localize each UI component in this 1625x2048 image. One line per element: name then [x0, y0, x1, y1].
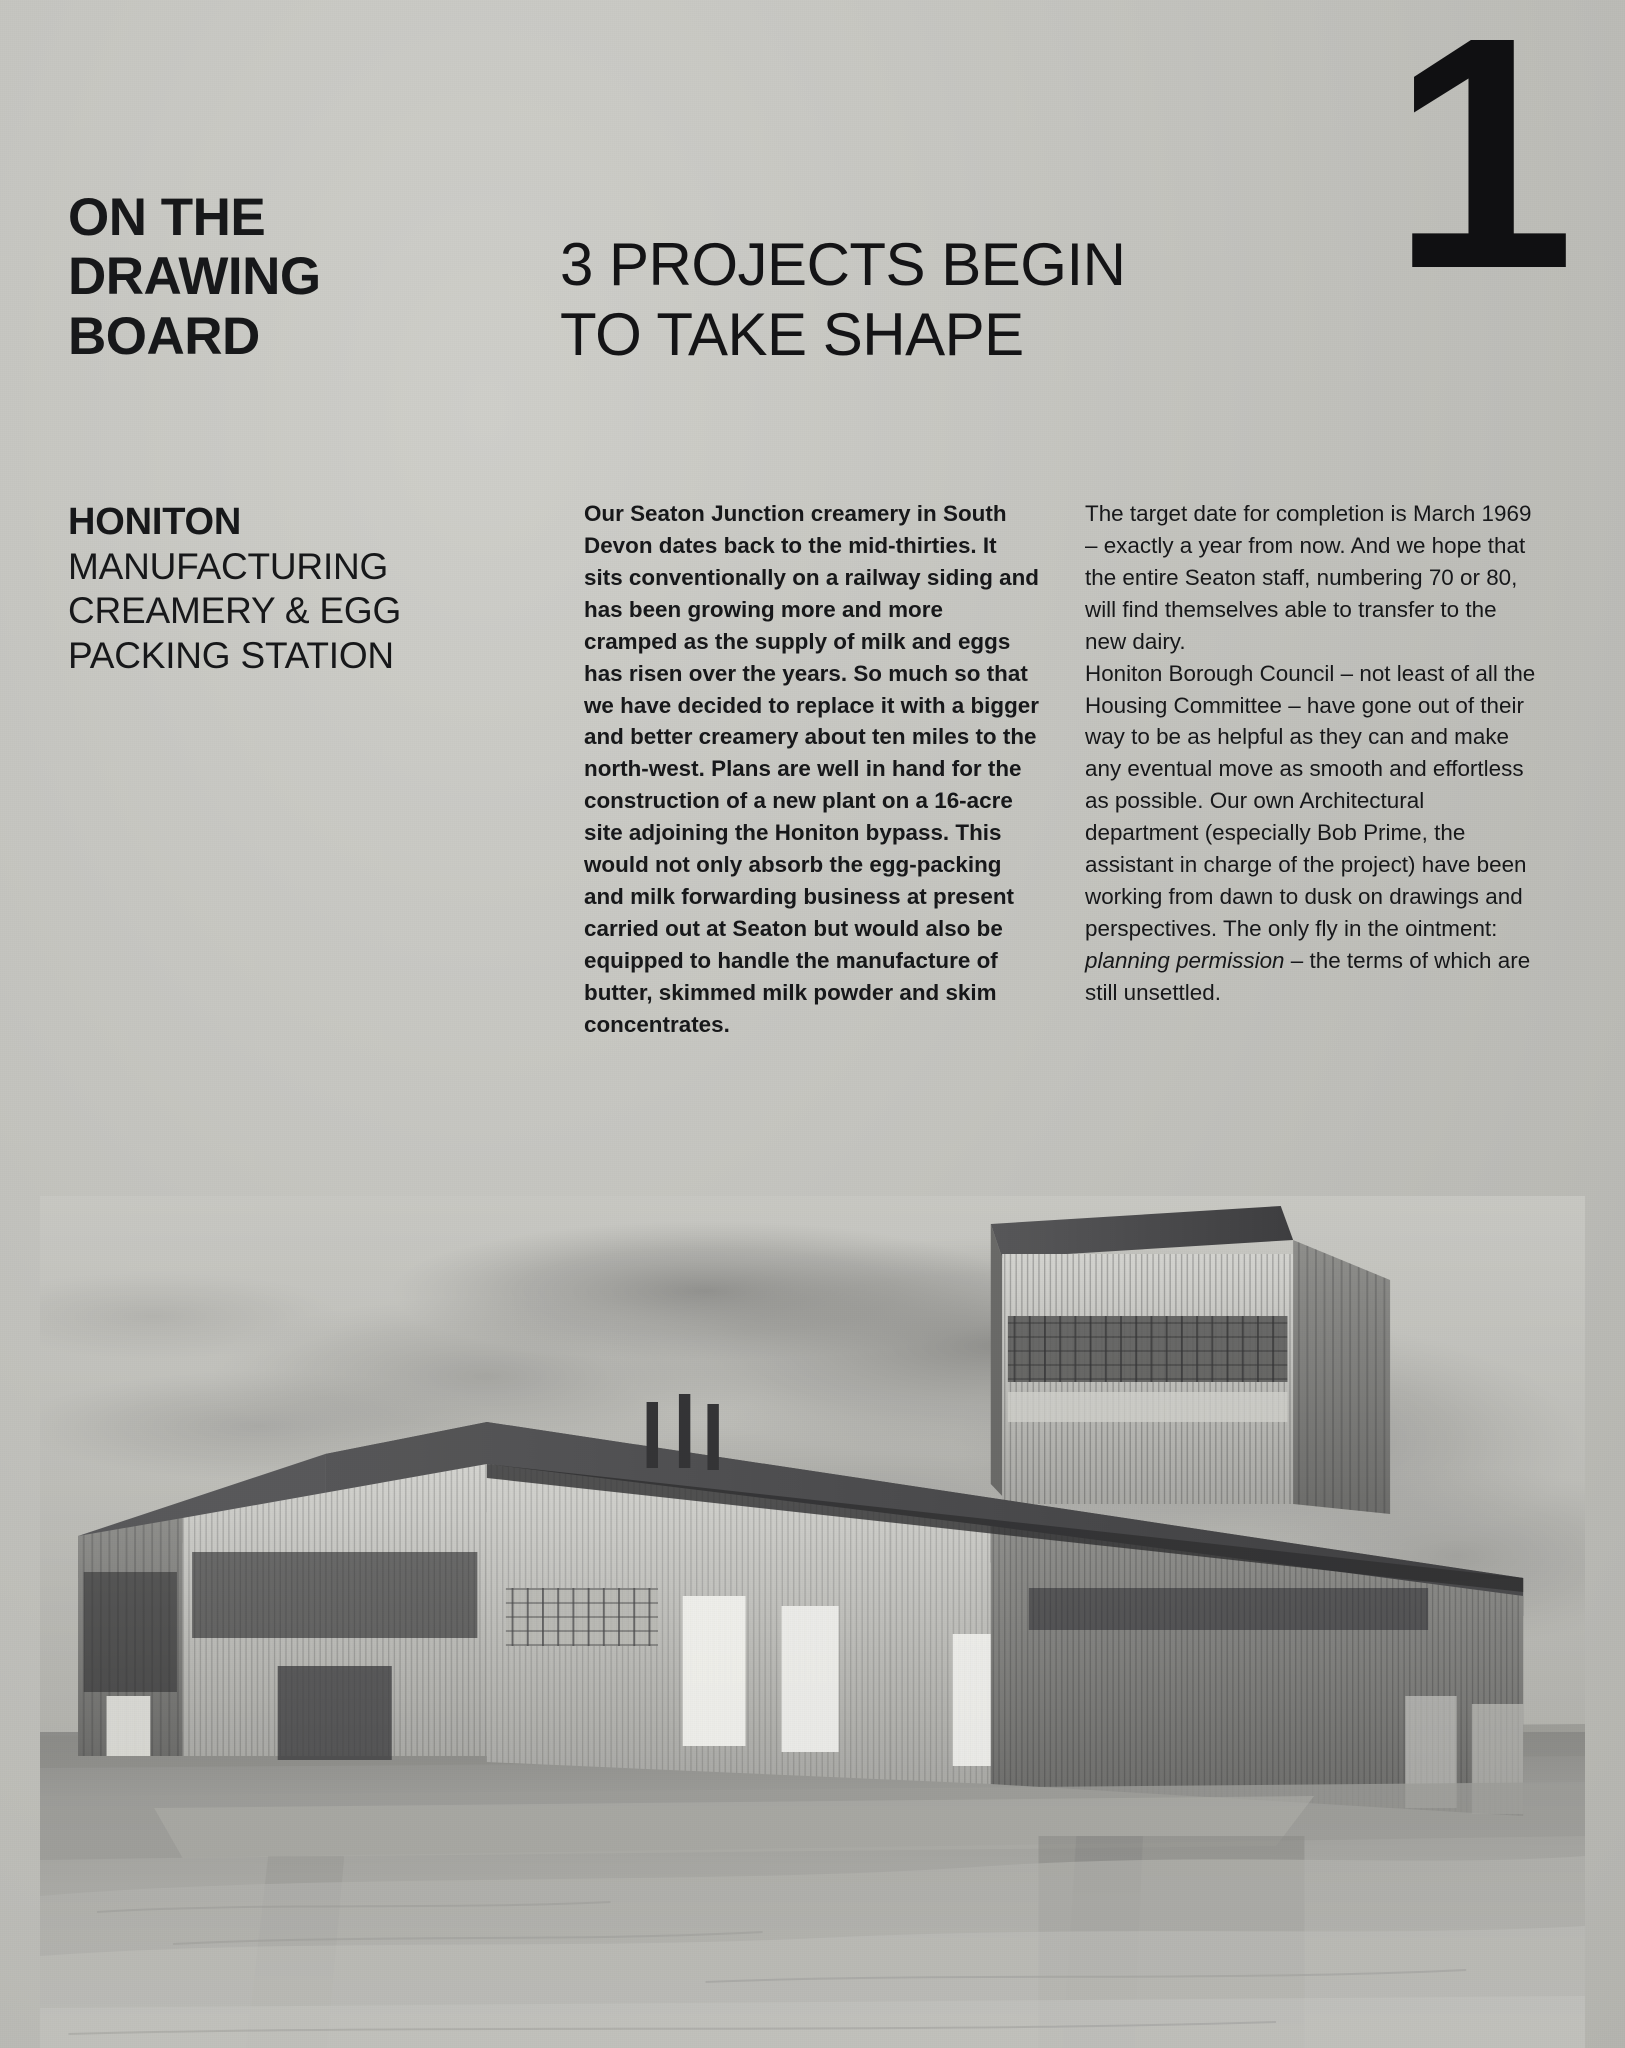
architectural-perspective-drawing — [40, 1196, 1585, 2048]
body-column-one — [584, 498, 1039, 1041]
emphasis-planning-permission: planning permission — [1085, 947, 1285, 973]
paragraph-text-a: Honiton Borough Council – not least of all the Housing Committee – have gone out of their way to be as helpful as they can and make any eventual move as smooth and effortless as possible. Our own Architectural department (especially Bob Prime, the assistant in charge of the project) have been working from dawn to dusk on drawings and perspectives. The only fly in the ointment: — [1085, 660, 1536, 941]
page-kicker: ON THE DRAWING BOARD — [68, 188, 321, 366]
paragraph: The target date for completion is March 1969 – exactly a year from now. And we hope that the entire Seaton staff, numbering 70 or 80, will find themselves able to transfer to the new dairy. — [1085, 501, 1532, 654]
subject-description: MANUFACTURING CREAMERY & EGG PACKING STATION — [68, 545, 402, 676]
paragraph: Our Seaton Junction creamery in South Devon dates back to the mid-thirties. It sits conventionally on a railway siding and has been growing more and more cramped as the supply of milk and eggs has risen over the years. So much so that we have decided to replace it with a bigger and better creamery about ten miles to the north-west. Plans are well in hand for the construction of a new plant on a 16-acre site adjoining the Honiton bypass. This would not only absorb the egg-packing and milk forwarding business at present carried out at Seaton but would also be equipped to handle the manufacture of butter, skimmed milk powder and skim concentrates. — [584, 501, 1040, 1037]
page-number: 1 — [1391, 0, 1561, 337]
page-title: 3 PROJECTS BEGIN TO TAKE SHAPE — [560, 231, 1126, 368]
subject-caption — [68, 500, 418, 678]
subject-place: HONITON — [68, 501, 242, 543]
paragraph — [1085, 658, 1540, 1009]
paragraph-text-b: – the terms of which are still unsettled. — [1085, 947, 1531, 1005]
body-column-two — [1085, 498, 1540, 1009]
